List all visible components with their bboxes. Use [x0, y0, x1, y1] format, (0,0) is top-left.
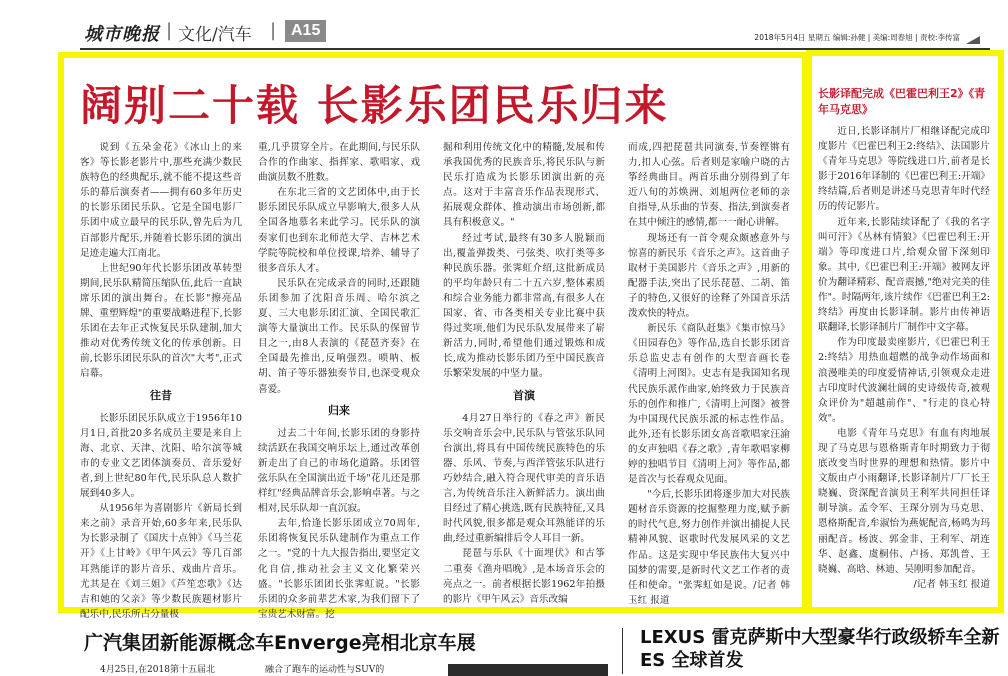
- paragraph: 重,几乎贯穿全片。在此期间,与民乐队合作的作曲家、指挥家、歌唱家、戏曲演员数不胜数。: [258, 142, 420, 184]
- paragraph: 经过考试,最终有30多人脱颖而出,覆盖弹拨类、弓弦类、吹打类等多种民族乐器。张霁虹介绍,这批新成员的平均年龄只有二十五六岁,整体素质和综合业务能力都非常高,有很多人在国家、省、市各类相关专业比赛中获得过奖项,他们为民乐队发展带来了崭新活力,同时,希望他们通过锻炼和成长,成为推动长影乐团乃至中国民族音乐繁荣发展的中坚力量。: [443, 232, 605, 380]
- sidebar-title: 长影译配完成《巴霍巴利王2》《青年马克思》: [818, 87, 986, 116]
- paragraph: 从1956年为喜剧影片《新局长到来之前》录音开始,60多年来,民乐队为长影录制了《国庆十点钟》《马兰花开》《上甘岭》《甲午风云》等几百部耳熟能详的影片音乐、戏曲片音乐。尤其是在《刘三姐》《芦笙恋歌》《达吉和她的父亲》等少数民族题材影片配乐中,民乐所占分量极: [80, 503, 242, 620]
- paragraph: 现场还有一首令观众颇感意外与惊喜的新民乐《音乐之声》。这首曲子取材于美国影片《音乐之声》,用新的配器手法,突出了民乐琵琶、二胡、笛子的特色,又很好的诠释了外国音乐活泼欢快的特点。: [628, 232, 790, 320]
- article-column-1: [80, 140, 242, 620]
- paragraph: 去年,恰逢长影乐团成立70周年,乐团将恢复民乐队建制作为重点工作之一。"党的十九大报告指出,要坚定文化自信,推动社会主义文化繁荣兴盛。"长影乐团团长张霁虹说。"长影乐团的众多前辈艺术家,为我们留下了宝贵艺术财富。挖: [258, 518, 420, 620]
- sidebar-body: [818, 124, 990, 592]
- paragraph: 掘和利用传统文化中的精髓,发展和传承我国优秀的民族音乐,将民乐队与新民乐打造成为长影乐团演出新的亮点。这对于丰富音乐作品表现形式、拓展观众群体、推动演出市场创新,都具有积极意义。": [443, 142, 605, 229]
- sidebar-byline: /记者 韩玉红 报道: [913, 578, 990, 590]
- bottom-snippet: 4月25日,在2018第十五届北: [100, 665, 215, 675]
- bottom-headline-right: LEXUS 雷克萨斯中大型豪华行政级轿车全新 ES 全球首发: [640, 627, 1000, 671]
- subheading-past: 往昔: [150, 388, 172, 402]
- section-name: 文化/汽车: [178, 25, 252, 45]
- dateline: 2018年5月4日 星期五 编辑:孙健 | 美编:周春旭 | 责校:李传富: [754, 33, 960, 42]
- article-column-3: [443, 140, 605, 606]
- bottom-snippet: 融合了跑车的运动性与SUV的: [265, 665, 385, 675]
- sidebar-article: [818, 86, 990, 606]
- paragraph: 4月27日举行的《春之声》新民乐交响音乐会中,民乐队与管弦乐队同台演出,将具有中国传统民族特色的乐器、乐风、节奏,与西洋管弦乐队进行巧妙结合,融入符合现代审美的音乐语言,为传统音乐注入新鲜活力。演出曲目经过了精心挑选,既有民族特征,又具时代风貌,很多都是观众耳熟能详的乐曲,经过重新编排后令人耳目一新。: [443, 412, 605, 545]
- paragraph: 作为印度最卖座影片,《巴霍巴利王2:终结》用热血超燃的战争动作场面和浪漫唯美的印度爱情神话,引领观众走进古印度时代波澜壮阔的史诗级传奇,被观众评价为"超越前作"、"行走的良心特效"。: [818, 337, 990, 424]
- article-column-4: [628, 140, 790, 606]
- paragraph: 在东北三省的文艺团体中,由于长影乐团民乐队成立早影响大,很多人从全国各地慕名来此学习。民乐队的演奏家们也到东北师范大学、吉林艺术学院等院校和单位授课,培养、辅导了很多音乐人才。: [258, 187, 420, 274]
- paragraph: 长影乐团民乐队成立于1956年10月1日,首批20多名成员主要是来自上海、北京、天津、沈阳、哈尔滨等城市的专业文艺团体演奏员、音乐爱好者,到上世纪80年代,民乐队总人数扩展到40多人。: [80, 412, 242, 500]
- column-divider: [622, 628, 623, 674]
- paragraph: 新民乐《商队赶集》《集市惊马》《田园春色》等作品,选自长影乐团音乐总监史志有创作的大型音画长卷《清明上河图》。史志有是我国知名现代民族乐派作曲家,始终致力于民族音乐的创作和推广,《清明上河图》被誉为中国现代民族乐派的标志性作品。此外,还有长影乐团女高音歌唱家汪渝的女声独唱《春之歌》,青年歌唱家柳婷的独唱节目《清明上河》等作品,都是首次与长春观众见面。: [628, 323, 790, 486]
- paragraph: 民乐队在完成录音的同时,还跟随乐团参加了沈阳音乐周、哈尔滨之夏、三大电影乐团汇演、全国民歌汇演等大量演出工作。民乐队的保留节目之一,由8人表演的《琵琶齐奏》在全国最先推出,反响强烈。唢呐、板胡、笛子等乐器独奏节目,也深受观众喜爱。: [258, 277, 420, 395]
- page-corner-icon: [966, 36, 980, 44]
- page-number: A15: [285, 20, 326, 42]
- paragraph: 近年来,长影陆续译配了《我的名字叫可汗》《丛林有情狼》《巴霍巴利王:开端》等印度进口片,给观众留下深刻印象。其中,《巴霍巴利王:开端》被网友评价为翻译精彩、配音震撼,"绝对完美的佳作"。时隔两年,该片续作《巴霍巴利王2:终结》再度由长影译制。影片由传神语联翻译,长影译制片厂制作中文字幕。: [818, 216, 990, 334]
- paragraph: 说到《五朵金花》《冰山上的来客》等长影老影片中,那些充满少数民族特色的经典配乐,就不能不提这些音乐的幕后演奏者——拥有60多年历史的长影乐团民乐队。它是全国电影厂乐团中成立最早的民乐队,曾先后为几百部影片配乐,并随着长影乐团的演出足迹走遍大江南北。: [80, 142, 242, 259]
- header-divider: |: [270, 20, 277, 41]
- subheading-premiere: 首演: [513, 388, 535, 402]
- paragraph: 电影《青年马克思》有血有肉地展现了马克思与恩格斯青年时期致力于彻底改变当时世界的理想和热情。影片中文版由卢小雨翻译,长影译制片厂厂长王晓巍、资深配音演员王利军共同担任译制导演。孟令军、王琛分别为马克思、恩格斯配音,牟淑怡为燕妮配音,杨鸣为玛丽配音。杨波、郭金非、王利军、胡连华、赵鑫、虞桐伟、卢扬、郑凯普、王晓巍、高晗、林迪、吴刚明参加配音。: [818, 427, 990, 575]
- paragraph: 近日,长影译制片厂相继译配完成印度影片《巴霍巴利王2:终结》、法国影片《青年马克思》等院线进口片,前者是长影于2016年译制的《巴霍巴利王:开端》终结篇,后者则是讲述马克思青年时代经历的传记影片。: [818, 126, 990, 213]
- car-photo: [448, 664, 608, 676]
- header-divider: |: [166, 20, 173, 41]
- paragraph: 而成,四把琵琶共同演奏,节奏铿锵有力,扣人心弦。后者则是家喻户晓的古筝经典曲目。两首乐曲分别得到了年近八旬的苏焕洲、刘旭两位老师的亲自指导,从乐曲的节奏、指法,到演奏者在其中倾注的感情,都一一耐心讲解。: [628, 142, 790, 229]
- newspaper-logo: 城市晚报: [84, 24, 160, 45]
- article-column-2: [258, 140, 420, 620]
- page-header: [80, 18, 990, 46]
- bottom-headline-left: 广汽集团新能源概念车Enverge亮相北京车展: [84, 632, 476, 654]
- paragraph: "今后,长影乐团将逐步加大对民族题材音乐资源的挖掘整理力度,赋予新的时代气息,努力创作并演出捕捉人民精神风貌、讴歌时代发展风采的文艺作品。这是实现中华民族伟大复兴中国梦的需要,是新时代文艺工作者的责任和使命。"张霁虹如是说。/记者 韩玉红 报道: [628, 489, 790, 606]
- article-headline: 阔别二十载 长影乐团民乐归来: [80, 81, 669, 130]
- paragraph: 过去二十年间,长影乐团的身影持续活跃在我国交响乐坛上,通过改革创新走出了自己的市场化道路。乐团管弦乐队在全国演出近千场"花儿还是那样红"经典品牌音乐会,影响卓著。与之相对,民乐队却一直沉寂。: [258, 427, 420, 515]
- subheading-return: 归来: [328, 403, 350, 417]
- paragraph: 琵琶与乐队《十面埋伏》和古筝二重奏《渔舟唱晚》,是本场音乐会的亮点之一。前者根据长影1962年拍摄的影片《甲午风云》音乐改编: [443, 548, 605, 605]
- paragraph: 上世纪90年代长影乐团改革转型期间,民乐队精简压缩队伍,此后一直缺席乐团的演出舞台。在长影"擦亮品牌、重塑辉煌"的重要战略进程下,长影乐团在去年正式恢复民乐队建制,加大推动对优秀传统文化的传承创新。日前,长影乐团民乐队的首次"大考",正式启幕。: [80, 262, 242, 380]
